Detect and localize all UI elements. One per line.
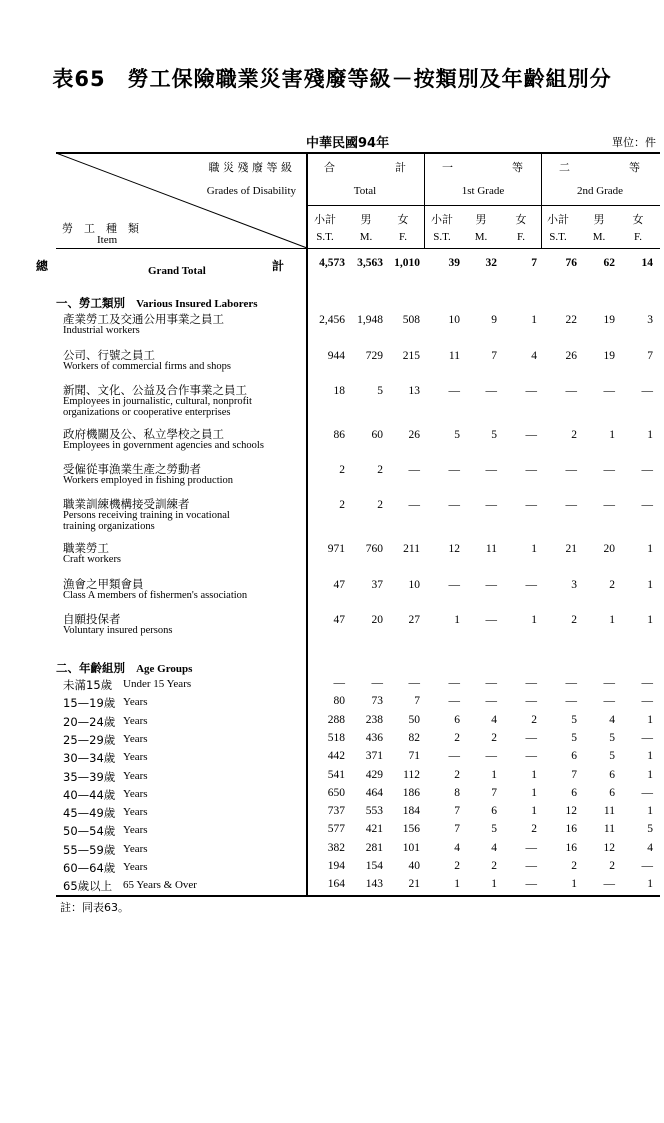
group-2-zh-left: 一 [442, 161, 453, 174]
section1-row-7-value-7: 21 [565, 543, 577, 555]
section1-row-2-value-7: 26 [565, 350, 577, 362]
row-label-en: Voluntary insured persons [63, 625, 173, 636]
section1-row-8-value-3: 10 [408, 579, 420, 591]
section2-row-11-value-6: — [525, 860, 537, 872]
section2-row-5-value-5: — [485, 750, 497, 763]
row-label-en: Workers of commercial firms and shops [63, 361, 231, 372]
group-1-en: Total [353, 185, 377, 197]
section2-row-6-value-7: 7 [571, 768, 577, 781]
subheader-zh-2: 男 [360, 213, 372, 226]
section1-row-9-value-1: 47 [333, 614, 345, 626]
group-2-en: 1st Grade [461, 185, 505, 197]
section2-row-10-value-7: 16 [565, 841, 577, 854]
section1-row-1-value-4: 10 [448, 314, 460, 326]
subheader-en-9: F. [634, 231, 642, 243]
section2-row-7-value-6: 1 [531, 786, 537, 799]
age-label-zh: 30—34歲 [63, 751, 116, 766]
section1-row-1-value-6: 1 [531, 314, 537, 326]
unit-label: 單位：件 [612, 136, 656, 149]
grand-total-value-1: 4,573 [319, 257, 345, 269]
subheader-zh-3: 女 [397, 213, 409, 226]
section2-row-2-value-7: — [565, 695, 577, 708]
section2-row-11-value-8: 2 [609, 860, 615, 872]
section1-row-9-value-5: — [485, 614, 497, 626]
section2-row-6-value-4: 2 [454, 768, 460, 781]
section2-row-6-value-1: 541 [327, 768, 345, 781]
subheader-zh-7: 小計 [547, 213, 569, 226]
section1-row-6-value-2: 2 [377, 499, 383, 511]
grand-total-value-6: 7 [531, 257, 537, 269]
section2-row-4-value-6: — [525, 731, 537, 744]
section2-row-12-value-8: — [603, 878, 615, 891]
section1-row-6-value-4: — [448, 499, 460, 511]
grand-total-value-2: 3,563 [357, 257, 383, 269]
section2-row-2-value-9: — [641, 695, 653, 708]
section2-row-2-value-8: — [603, 695, 615, 708]
section1-row-3-value-9: — [641, 385, 653, 397]
section2-row-11-value-2: 154 [365, 860, 383, 872]
section2-row-6-value-6: 1 [531, 768, 537, 781]
section2-row-9-value-7: 16 [565, 823, 577, 836]
section2-row-8-value-2: 553 [365, 805, 383, 818]
section1-row-4-value-6: — [525, 429, 537, 441]
section2-row-9-value-2: 421 [365, 823, 383, 836]
section1-row-2-value-2: 729 [365, 350, 383, 362]
grand-total-en: Grand Total [148, 265, 206, 277]
section1-row-4-value-8: 1 [609, 429, 615, 441]
section2-row-9-value-8: 11 [603, 823, 615, 836]
section2-row-4-value-4: 2 [454, 731, 460, 744]
section2-row-10-value-9: 4 [647, 841, 653, 854]
section2-row-3-value-2: 238 [365, 713, 383, 726]
grand-total-zh-left: 總 [36, 259, 49, 273]
section2-row-5-value-8: 5 [609, 750, 615, 763]
section1-row-9-value-8: 1 [609, 614, 615, 626]
age-label-zh: 20—24歲 [63, 714, 116, 729]
section2-row-12-value-4: 1 [454, 878, 460, 891]
subheader-en-6: F. [517, 231, 525, 243]
subheader-zh-8: 男 [593, 213, 605, 226]
section2-row-11-value-5: 2 [491, 860, 497, 872]
row-label-en: Workers employed in fishing production [63, 475, 234, 486]
section1-row-1-value-7: 22 [565, 314, 577, 326]
bottom-rule [56, 895, 660, 897]
section1-row-4-value-4: 5 [454, 429, 460, 441]
section2-row-3-value-8: 4 [609, 713, 615, 726]
item-label-zh: 勞 工 種 類 [62, 222, 139, 235]
section1-row-9-value-4: 1 [454, 614, 460, 626]
section2-row-9-value-3: 156 [402, 823, 420, 836]
section2-row-11-value-4: 2 [454, 860, 460, 872]
section2-row-11-value-3: 40 [408, 860, 420, 872]
section2-row-12-value-2: 143 [365, 878, 383, 891]
section2-row-11-value-7: 2 [571, 860, 577, 872]
row-label-zh: 新聞、文化、公益及合作事業之員工 [63, 383, 247, 397]
row-label-en: Employees in journalistic, cultural, nonprofit [63, 396, 252, 407]
section2-row-4-value-3: 82 [408, 731, 420, 744]
section2-row-5-value-6: — [525, 750, 537, 763]
section1-row-2-value-6: 4 [531, 350, 537, 362]
section2-row-12-value-3: 21 [408, 878, 420, 891]
section2-row-12-value-7: 1 [571, 878, 577, 891]
section2-row-1-value-1: — [333, 677, 345, 689]
section1-row-5-value-1: 2 [339, 464, 345, 476]
section2-row-9-value-4: 7 [454, 823, 460, 836]
section2-row-4-value-2: 436 [365, 731, 383, 744]
section1-row-5-value-6: — [525, 464, 537, 476]
grand-total-zh-right: 計 [272, 259, 285, 273]
age-label-zh: 35—39歲 [63, 769, 116, 784]
grand-total-value-4: 39 [448, 257, 460, 269]
group-3-zh-left: 二 [559, 161, 570, 174]
section2-row-10-value-2: 281 [365, 841, 383, 854]
section1-row-7-value-6: 1 [531, 543, 537, 555]
section1-row-5-value-4: — [448, 464, 460, 476]
section1-row-1-value-1: 2,456 [319, 314, 345, 326]
section1-row-4-value-2: 60 [371, 429, 383, 441]
subheader-rule [306, 205, 660, 206]
section1-row-5-value-2: 2 [377, 464, 383, 476]
section2-row-1-value-7: — [565, 677, 577, 689]
section1-row-8-value-7: 3 [571, 579, 577, 591]
section1-row-5-value-7: — [565, 464, 577, 476]
item-label-en: Item [97, 234, 118, 246]
section2-row-1-value-6: — [525, 677, 537, 689]
section1-row-1-value-3: 508 [402, 314, 420, 326]
section1-row-3-value-4: — [448, 385, 460, 397]
section2-row-2-value-3: 7 [414, 695, 420, 708]
section2-row-7-value-3: 186 [402, 786, 420, 799]
row-label-zh: 政府機關及公、私立學校之員工 [63, 427, 224, 441]
section1-row-8-value-4: — [448, 579, 460, 591]
section2-row-9-value-9: 5 [647, 823, 653, 836]
section1-row-5-value-5: — [485, 464, 497, 476]
section1-row-3-value-3: 13 [408, 385, 420, 397]
section2-row-6-value-2: 429 [365, 768, 383, 781]
row-label-en: training organizations [63, 521, 155, 532]
row-label-zh: 漁會之甲類會員 [63, 577, 144, 591]
row-label-en: Employees in government agencies and schools [63, 440, 264, 451]
group-1-zh-left: 合 [324, 161, 335, 174]
age-label-en: Years [123, 842, 148, 855]
section2-row-5-value-2: 371 [365, 750, 383, 763]
section1-row-8-value-1: 47 [333, 579, 345, 591]
section2-row-10-value-1: 382 [327, 841, 345, 854]
section1-row-7-value-4: 12 [448, 543, 460, 555]
section2-row-2-value-1: 80 [333, 695, 345, 708]
section2-row-10-value-4: 4 [454, 841, 460, 854]
age-label-zh: 60—64歲 [63, 861, 116, 875]
section2-row-10-value-5: 4 [491, 841, 497, 854]
section2-row-8-value-7: 12 [565, 805, 577, 818]
section2-row-1-value-3: — [408, 677, 420, 689]
section1-row-2-value-9: 7 [647, 350, 653, 362]
section1-row-3-value-8: — [603, 385, 615, 397]
section1-row-6-value-9: — [641, 499, 653, 511]
age-label-en: Years [123, 861, 148, 873]
section1-row-7-value-8: 20 [603, 543, 615, 555]
section2-row-7-value-1: 650 [327, 786, 345, 799]
section2-row-8-value-8: 11 [603, 805, 615, 818]
section2-row-7-value-7: 6 [571, 786, 577, 799]
section2-row-5-value-3: 71 [408, 750, 420, 763]
subheader-zh-4: 小計 [431, 213, 453, 226]
section2-row-4-value-1: 518 [327, 731, 345, 744]
section2-row-6-value-9: 1 [647, 768, 653, 781]
age-label-en: Years [123, 732, 148, 745]
section2-row-7-value-8: 6 [609, 786, 615, 799]
section2-row-3-value-3: 50 [408, 713, 420, 726]
section2-row-8-value-3: 184 [402, 805, 420, 818]
section2-row-1-value-5: — [485, 677, 497, 689]
group-3-zh-right: 等 [629, 161, 640, 174]
section1-row-7-value-5: 11 [485, 543, 497, 555]
section1-row-8-value-2: 37 [371, 579, 383, 591]
section2-row-1-value-2: — [371, 677, 383, 689]
section1-row-7-value-3: 211 [403, 543, 420, 555]
section1-row-7-value-2: 760 [365, 543, 383, 555]
section2-row-12-value-9: 1 [647, 878, 653, 891]
section2-row-5-value-9: 1 [647, 750, 653, 763]
age-label-zh: 15—19歲 [63, 696, 116, 711]
section2-row-4-value-7: 5 [571, 731, 577, 744]
section1-row-3-value-5: — [485, 385, 497, 397]
subheader-en-4: S.T. [433, 231, 451, 243]
section1-row-4-value-5: 5 [491, 429, 497, 441]
subheader-en-3: F. [399, 231, 407, 243]
section2-row-2-value-2: 73 [371, 695, 383, 708]
section1-row-6-value-5: — [485, 499, 497, 511]
section1-row-4-value-9: 1 [647, 429, 653, 441]
section-2-en: Age Groups [136, 663, 193, 675]
section1-row-2-value-4: 11 [448, 350, 460, 362]
section2-row-2-value-6: — [525, 695, 537, 708]
section1-row-3-value-2: 5 [377, 385, 383, 397]
section2-row-2-value-4: — [448, 695, 460, 708]
section2-row-10-value-6: — [525, 841, 537, 854]
section2-row-8-value-9: 1 [647, 805, 653, 818]
section2-row-4-value-9: — [641, 731, 653, 744]
section2-row-1-value-8: — [603, 677, 615, 689]
section2-row-9-value-6: 2 [531, 823, 537, 836]
row-label-zh: 職業勞工 [63, 541, 109, 555]
age-label-en: Years [123, 824, 148, 837]
section1-row-9-value-9: 1 [647, 614, 653, 626]
age-label-zh: 25—29歲 [63, 732, 116, 747]
section2-row-10-value-3: 101 [402, 841, 420, 854]
age-label-zh: 50—54歲 [63, 824, 116, 839]
section1-row-8-value-8: 2 [609, 579, 615, 591]
row-label-en: Class A members of fishermen's association [63, 590, 248, 601]
subheader-zh-9: 女 [632, 213, 644, 226]
age-label-zh: 55—59歲 [63, 842, 116, 857]
section1-row-5-value-9: — [641, 464, 653, 476]
subheader-en-7: S.T. [549, 231, 567, 243]
age-label-en: Years [123, 787, 148, 800]
section2-row-8-value-5: 6 [491, 805, 497, 818]
section1-row-9-value-2: 20 [371, 614, 383, 626]
grand-total-value-7: 76 [565, 257, 577, 269]
section1-row-6-value-7: — [565, 499, 577, 511]
section2-row-9-value-1: 577 [327, 823, 345, 836]
section2-row-10-value-8: 12 [603, 841, 615, 854]
section1-row-4-value-1: 86 [333, 429, 345, 441]
section1-row-6-value-6: — [525, 499, 537, 511]
section1-row-6-value-1: 2 [339, 499, 345, 511]
grand-total-value-9: 14 [641, 257, 653, 269]
section1-row-3-value-1: 18 [333, 385, 345, 397]
age-label-zh: 65歲以上 [63, 879, 113, 894]
section2-row-8-value-6: 1 [531, 805, 537, 818]
section1-row-4-value-3: 26 [408, 429, 420, 441]
section2-row-5-value-1: 442 [327, 750, 345, 763]
section1-row-9-value-7: 2 [571, 614, 577, 626]
section-1-en: Various Insured Laborers [136, 298, 258, 310]
section1-row-1-value-8: 19 [603, 314, 615, 326]
age-label-zh: 40—44歲 [63, 787, 116, 802]
subheader-zh-6: 女 [515, 213, 527, 226]
subheader-en-8: M. [592, 231, 606, 243]
age-label-en: Years [123, 696, 148, 709]
section2-row-11-value-9: — [641, 860, 653, 872]
subheader-en-5: M. [474, 231, 488, 243]
section1-row-2-value-1: 944 [327, 350, 345, 362]
section2-row-3-value-9: 1 [647, 713, 653, 726]
section1-row-2-value-8: 19 [603, 350, 615, 362]
section-2-zh: 二、年齡組別 [56, 661, 125, 675]
section1-row-3-value-7: — [565, 385, 577, 397]
section2-row-9-value-5: 5 [491, 823, 497, 836]
subheader-en-1: S.T. [316, 231, 334, 243]
subheader-zh-1: 小計 [314, 213, 336, 226]
section-1-zh: 一、勞工類別 [56, 296, 125, 310]
section2-row-1-value-9: — [641, 677, 653, 689]
grand-total-value-5: 32 [485, 257, 497, 269]
group-2-zh-right: 等 [512, 161, 523, 174]
section1-row-9-value-6: 1 [531, 614, 537, 626]
section1-row-6-value-8: — [603, 499, 615, 511]
section-2-heading [56, 657, 192, 676]
section1-row-5-value-3: — [408, 464, 420, 476]
section1-row-1-value-2: 1,948 [357, 314, 383, 326]
section1-row-9-value-3: 27 [408, 614, 420, 626]
section2-row-3-value-4: 6 [454, 713, 460, 726]
age-label-zh: 45—49歲 [63, 806, 116, 821]
section2-row-2-value-5: — [485, 695, 497, 708]
section1-row-3-value-6: — [525, 385, 537, 397]
section2-row-12-value-1: 164 [327, 878, 345, 891]
section1-row-1-value-9: 3 [647, 314, 653, 326]
section1-row-2-value-3: 215 [402, 350, 420, 362]
section1-row-8-value-9: 1 [647, 579, 653, 591]
grand-total-value-8: 62 [603, 257, 615, 269]
footnote: 註：同表63。 [60, 901, 129, 914]
age-label-en: Years [123, 769, 148, 782]
section2-row-3-value-1: 288 [327, 713, 345, 726]
section2-row-8-value-1: 737 [327, 805, 345, 818]
age-label-en: Under 15 Years [123, 678, 192, 690]
section1-row-7-value-9: 1 [647, 543, 653, 555]
section2-row-3-value-5: 4 [491, 713, 497, 726]
section2-row-3-value-6: 2 [531, 713, 537, 726]
subheader-zh-5: 男 [475, 213, 487, 226]
age-label-en: Years [123, 751, 148, 764]
section2-row-3-value-7: 5 [571, 713, 577, 726]
row-label-zh: 公司、行號之員工 [63, 348, 155, 362]
section2-row-4-value-8: 5 [609, 731, 615, 744]
section2-row-6-value-5: 1 [491, 768, 497, 781]
age-label-en: 65 Years & Over [123, 879, 197, 892]
section1-row-5-value-8: — [603, 464, 615, 476]
row-label-zh: 受僱從事漁業生產之勞動者 [63, 462, 201, 476]
section2-row-4-value-5: 2 [491, 731, 497, 744]
row-label-en: Persons receiving training in vocational [63, 510, 230, 521]
section2-row-12-value-6: — [525, 878, 537, 891]
row-label-en: Industrial workers [63, 325, 140, 336]
age-label-en: Years [123, 714, 148, 727]
table-subtitle: 中華民國94年 [306, 136, 390, 151]
section2-row-5-value-4: — [448, 750, 460, 763]
row-label-zh: 職業訓練機構接受訓練者 [63, 497, 190, 511]
group-1-zh-right: 計 [395, 161, 406, 174]
section1-row-8-value-5: — [485, 579, 497, 591]
section1-row-1-value-5: 9 [491, 314, 497, 326]
row-label-zh: 產業勞工及交通公用事業之員工 [63, 312, 224, 326]
section2-row-8-value-4: 7 [454, 805, 460, 818]
section1-row-2-value-5: 7 [491, 350, 497, 362]
grand-total-value-3: 1,010 [394, 257, 420, 269]
subheader-en-2: M. [359, 231, 373, 243]
group-3-en: 2nd Grade [576, 185, 624, 197]
section2-row-7-value-9: — [641, 786, 653, 799]
age-label-zh: 未滿15歲 [63, 678, 113, 692]
page-title: 表65 勞工保險職業災害殘廢等級－按類別及年齡組別分 [52, 67, 612, 91]
section1-row-7-value-1: 971 [327, 543, 345, 555]
section2-row-5-value-7: 6 [571, 750, 577, 763]
grade-label-zh: 職 災 殘 廢 等 級 [208, 161, 292, 174]
section2-row-7-value-4: 8 [454, 786, 460, 799]
section2-row-12-value-5: 1 [491, 878, 497, 891]
grade-label-en: Grades of Disability [206, 185, 296, 197]
section2-row-11-value-1: 194 [327, 860, 345, 872]
row-label-en: Craft workers [63, 554, 122, 565]
section-1-heading [56, 292, 258, 311]
section2-row-6-value-8: 6 [609, 768, 615, 781]
section2-row-7-value-2: 464 [365, 786, 383, 799]
section1-row-4-value-7: 2 [571, 429, 577, 441]
row-label-en: organizations or cooperative enterprises [63, 407, 231, 418]
section2-row-1-value-4: — [448, 677, 460, 689]
section2-row-7-value-5: 7 [491, 786, 497, 799]
section1-row-8-value-6: — [525, 579, 537, 591]
age-label-en: Years [123, 806, 148, 819]
row-label-zh: 自願投保者 [63, 612, 121, 626]
section1-row-6-value-3: — [408, 499, 420, 511]
section2-row-6-value-3: 112 [403, 768, 420, 781]
